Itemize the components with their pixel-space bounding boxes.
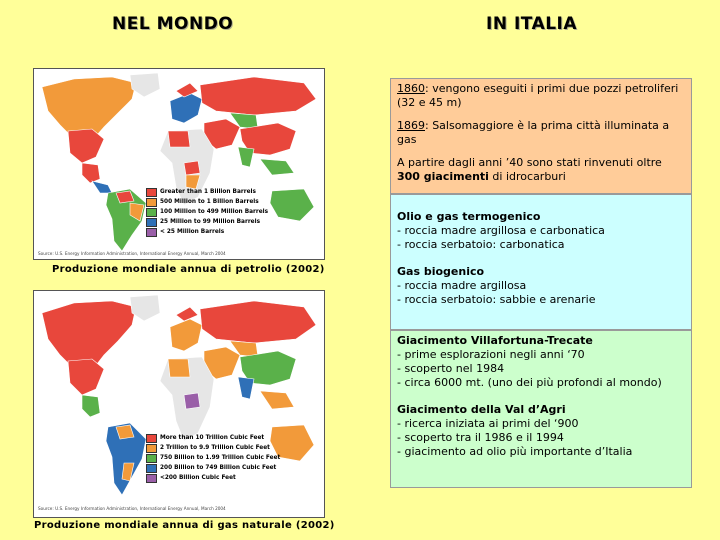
oil-legend-label: Greater than 1 Billion Barrels — [160, 189, 256, 195]
oil-legend-item — [146, 207, 268, 217]
oil-legend-label: 500 Million to 1 Billion Barrels — [160, 199, 259, 205]
thermogenic-title: Olio e gas termogenico — [397, 210, 541, 223]
gas-legend-item — [146, 443, 280, 453]
villafortuna-line: - prime esplorazioni negli anni ‘70 — [397, 348, 585, 361]
gas-legend-swatch — [146, 474, 157, 483]
gas-legend-label: 200 Billion to 749 Billion Cubic Feet — [160, 465, 277, 471]
val-dagri-line: - scoperto tra il 1986 e il 1994 — [397, 431, 564, 444]
gas-legend-label: <200 Billion Cubic Feet — [160, 475, 236, 481]
gas-legend-item — [146, 453, 280, 463]
gas-legend-label: 2 Trillion to 9.9 Trillion Cubic Feet — [160, 445, 270, 451]
history-1869: 1869: Salsomaggiore è la prima città illuminata a gas — [397, 119, 670, 146]
gas-legend-item — [146, 473, 280, 483]
biogenic-title: Gas biogenico — [397, 265, 485, 278]
gas-map-caption: Produzione mondiale annua di gas naturale (2002) — [34, 520, 335, 531]
world-map-gas — [34, 291, 324, 517]
oil-legend-swatch — [146, 188, 157, 197]
oil-legend-item — [146, 227, 268, 237]
oil-map-source: Source: U.S. Energy Information Administration, International Energy Annual, March 2004 — [38, 251, 226, 256]
biogenic-line: - roccia madre argillosa — [397, 279, 527, 292]
oil-legend-item — [146, 187, 268, 197]
oil-map-caption: Produzione mondiale annua di petrolio (2002) — [52, 264, 325, 275]
thermogenic-line: - roccia madre argillosa e carbonatica — [397, 224, 605, 237]
gas-map-legend — [146, 433, 280, 483]
gas-legend-label: More than 10 Trillion Cubic Feet — [160, 435, 265, 441]
oil-production-map — [33, 68, 325, 260]
oil-legend-swatch — [146, 198, 157, 207]
oil-legend-item — [146, 217, 268, 227]
heading-world: NEL MONDO — [112, 14, 234, 34]
gas-legend-label: 750 Billion to 1.99 Trillion Cubic Feet — [160, 455, 281, 461]
panel-history — [390, 78, 692, 194]
villafortuna-line: - scoperto nel 1984 — [397, 362, 505, 375]
gas-map-source: Source: U.S. Energy Information Administration, International Energy Annual, March 2004 — [38, 506, 226, 511]
gas-legend-swatch — [146, 434, 157, 443]
biogenic-line: - roccia serbatoio: sabbie e arenarie — [397, 293, 596, 306]
year-1869: 1869 — [397, 119, 425, 132]
oil-legend-label: 25 Million to 99 Million Barrels — [160, 219, 261, 225]
oil-legend-swatch — [146, 218, 157, 227]
oil-legend-swatch — [146, 208, 157, 217]
val-dagri-line: - ricerca iniziata ai primi del ‘900 — [397, 417, 579, 430]
heading-italy: IN ITALIA — [486, 14, 578, 34]
oil-legend-label: < 25 Million Barrels — [160, 229, 225, 235]
val-dagri-title: Giacimento della Val d’Agri — [397, 403, 566, 416]
history-1860: 1860: vengono eseguiti i primi due pozzi petroliferi (32 e 45 m) — [397, 82, 679, 109]
history-deposits: A partire dagli anni ’40 sono stati rinvenuti oltre 300 giacimenti di idrocarburi — [397, 156, 662, 183]
val-dagri-line: - giacimento ad olio più importante d’Italia — [397, 445, 633, 458]
gas-legend-swatch — [146, 464, 157, 473]
oil-legend-item — [146, 197, 268, 207]
villafortuna-line: - circa 6000 mt. (uno dei più profondi al mondo) — [397, 376, 662, 389]
panel-fields — [390, 330, 692, 488]
oil-map-legend — [146, 187, 268, 237]
panel-gas-types — [390, 194, 692, 330]
gas-legend-swatch — [146, 454, 157, 463]
villafortuna-title: Giacimento Villafortuna-Trecate — [397, 334, 593, 347]
year-1860: 1860 — [397, 82, 425, 95]
gas-production-map — [33, 290, 325, 518]
thermogenic-line: - roccia serbatoio: carbonatica — [397, 238, 565, 251]
oil-legend-swatch — [146, 228, 157, 237]
gas-legend-item — [146, 463, 280, 473]
gas-legend-item — [146, 433, 280, 443]
gas-legend-swatch — [146, 444, 157, 453]
oil-legend-label: 100 Million to 499 Million Barrels — [160, 209, 269, 215]
